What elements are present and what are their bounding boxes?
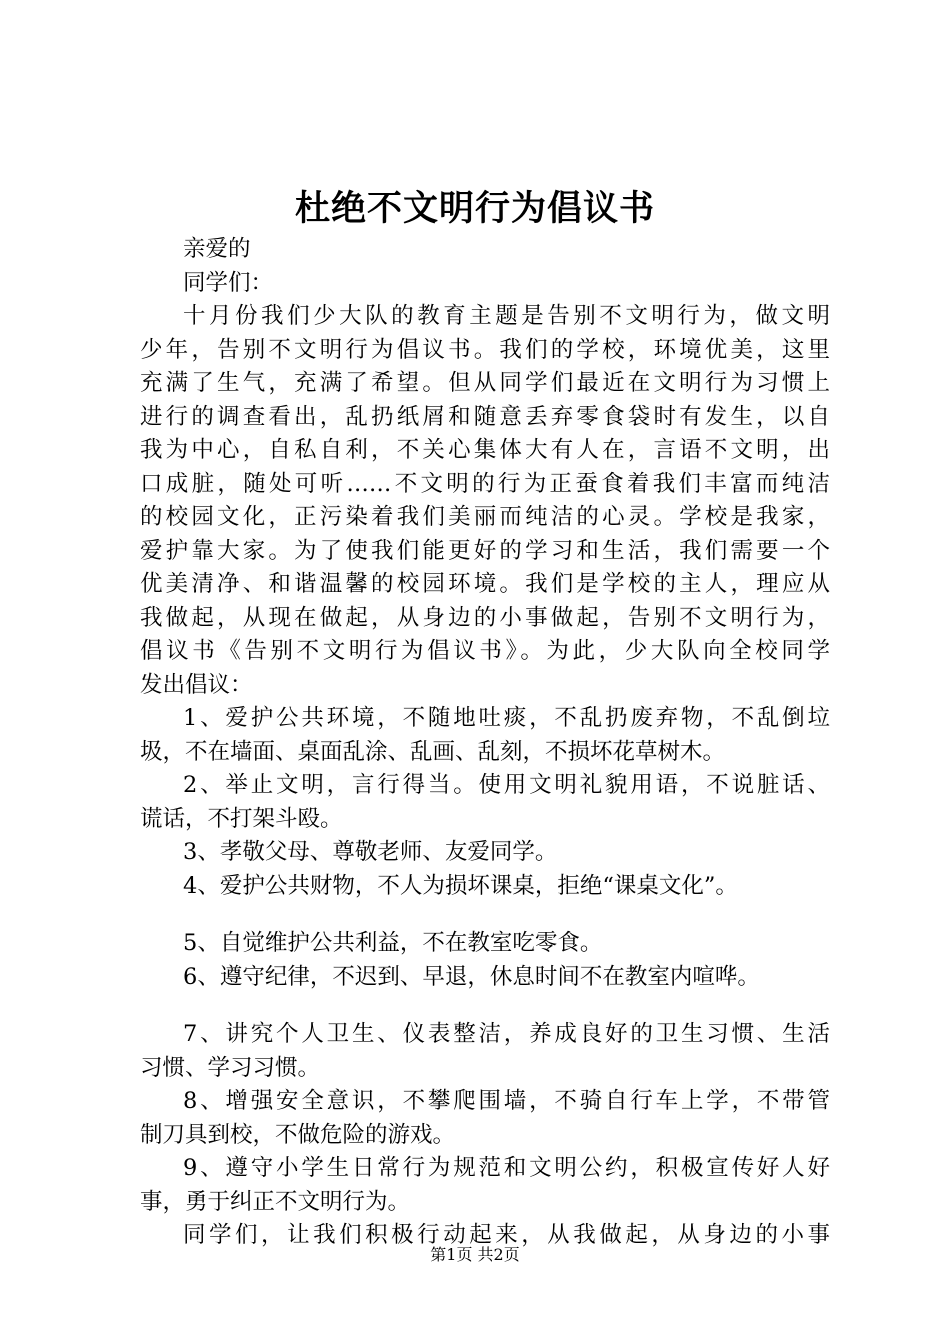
body-line: 9、遵守小学生日常行为规范和文明公约，积极宣传好人好 [183,1155,830,1181]
document-title: 杜绝不文明行为倡议书 [294,188,655,229]
body-line: 4、爱护公共财物，不人为损坏课桌，拒绝“课桌文化”。 [183,872,738,899]
body-line: 爱护靠大家。为了使我们能更好的学习和生活，我们需要一个 [140,537,830,564]
body-line: 1、爱护公共环境，不随地吐痰，不乱扔废弃物，不乱倒垃 [183,705,830,731]
body-line: 同学们： [183,269,274,296]
body-line: 圾，不在墙面、桌面乱涂、乱画、乱刻，不损坏花草树木。 [140,738,726,765]
body-line: 制刀具到校，不做危险的游戏。 [140,1121,456,1148]
body-line: 少年，告别不文明行为倡议书。我们的学校，环境优美，这里 [140,336,830,363]
body-line: 同学们，让我们积极行动起来，从我做起，从身边的小事 [183,1222,830,1248]
document-body [140,233,830,1253]
body-line: 8、增强安全意识，不攀爬围墙，不骑自行车上学，不带管 [183,1088,830,1114]
body-line: 口成脏，随处可听……不文明的行为正蚕食着我们丰富而纯洁 [140,470,830,497]
body-line: 事，勇于纠正不文明行为。 [140,1188,411,1215]
body-line: 发出倡议： [140,671,253,698]
body-line: 我做起，从现在做起，从身边的小事做起，告别不文明行为， [140,604,830,631]
body-line: 充满了生气，充满了希望。但从同学们最近在文明行为习惯上 [140,370,830,396]
body-line: 优美清净、和谐温馨的校园环境。我们是学校的主人，理应从 [140,571,830,597]
body-line: 谎话，不打架斗殴。 [140,805,343,832]
body-line: 3、孝敬父母、尊敬老师、友爱同学。 [183,839,558,865]
body-line: 5、自觉维护公共利益，不在教室吃零食。 [183,930,603,956]
body-line: 倡议书《告别不文明行为倡议书》。为此，少大队向全校同学 [140,638,830,664]
blank-line [140,994,830,1018]
body-line: 我为中心，自私自利，不关心集体大有人在，言语不文明，出 [140,437,830,463]
body-line: 7、讲究个人卫生、仪表整洁，养成良好的卫生习惯、生活 [183,1021,830,1047]
body-line: 十月份我们少大队的教育主题是告别不文明行为，做文明 [183,303,830,329]
page-footer: 第1页 共2页 [430,1245,520,1264]
body-line: 习惯、学习习惯。 [140,1054,321,1081]
blank-line [140,903,830,927]
body-line: 进行的调查看出，乱扔纸屑和随意丢弃零食袋时有发生，以自 [140,403,830,430]
body-line: 亲爱的 [183,236,251,262]
body-line: 的校园文化，正污染着我们美丽而纯洁的心灵。学校是我家， [140,504,830,530]
body-line: 2、举止文明，言行得当。使用文明礼貌用语，不说脏话、 [183,772,830,798]
body-line: 6、遵守纪律，不迟到、早退，休息时间不在教室内喧哗。 [183,963,760,990]
